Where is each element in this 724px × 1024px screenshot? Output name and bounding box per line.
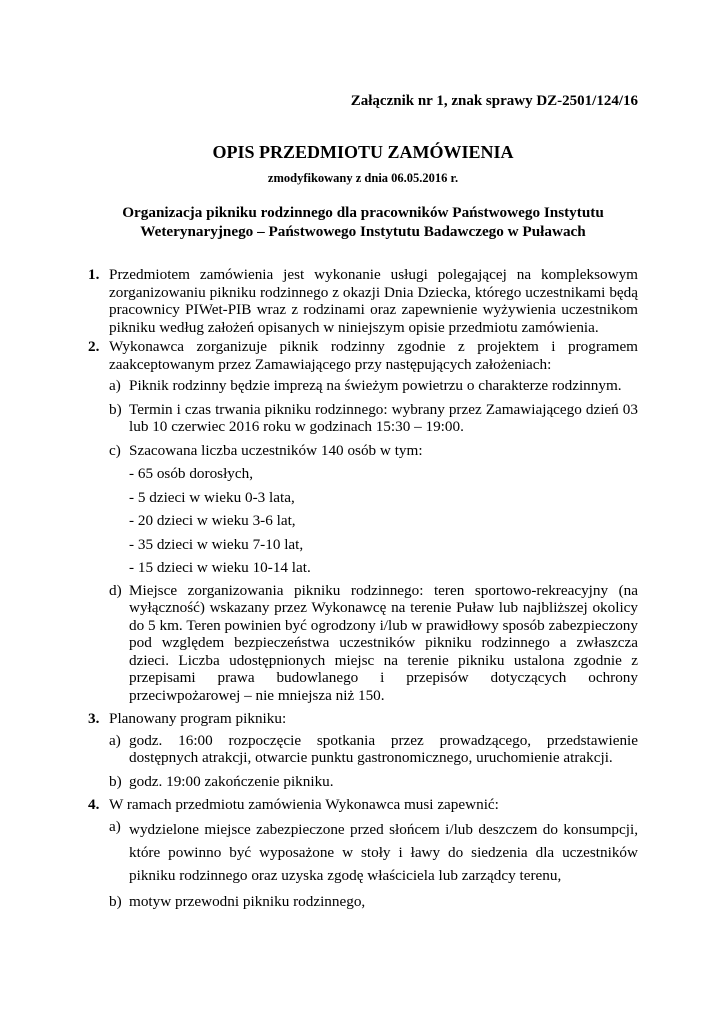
item-text: Planowany program pikniku: [109,710,287,727]
sub-item-2c [109,442,638,460]
sub-item-3b [109,773,638,791]
item-number: 3. [88,710,100,727]
sub-text: motyw przewodni pikniku rodzinnego, [129,892,366,910]
sub-letter: c) [109,441,121,459]
sub-item-3a [109,732,638,767]
list-item-2 [88,338,638,373]
item-text: Przedmiotem zamówienia jest wykonanie usługi polegającej na kompleksowym zorganizowaniu pikniku rodzinnego z okazji Dnia Dziecka, którego uczestnikami będą pracownicy PIWet-PIB wraz z rodzinami oraz zapewnienie wyżywienia uczestnikom pikniku według założeń opisanych w niniejszym opisie przedmiotu zamówienia. [109,266,638,336]
sub-letter: a) [109,731,121,749]
sub-text: godz. 16:00 rozpoczęcie spotkania przez prowadzącego, przedstawienie dostępnych atrakcji, otwarcie punktu gastronomicznego, uruchomienie atrakcji. [129,731,638,766]
participant-line: - 35 dzieci w wieku 7-10 lat, [129,535,304,553]
item-number: 4. [88,796,100,813]
document-subject [88,203,638,241]
participant-line: - 5 dzieci w wieku 0-3 lata, [129,488,295,506]
sub-text: Piknik rodzinny będzie imprezą na świeżym powietrzu o charakterze rodzinnym. [129,377,622,394]
item-text: Wykonawca zorganizuje piknik rodzinny zgodnie z projektem i programem zaakceptowanym przez Zamawiającego przy następujących założeniach: [109,338,638,373]
modification-date: zmodyfikowany z dnia 06.05.2016 r. [267,171,459,185]
list-item-1 [88,266,638,336]
sub-text: wydzielone miejsce zabezpieczone przed słońcem i/lub deszczem do konsumpcji, które powinno być wyposażone w stoły i ławy do siedzenia dla uczestników pikniku rodzinnego oraz uzyska zgodę właściciela lub zarządcy terenu, [129,820,638,884]
item-text: W ramach przedmiotu zamówienia Wykonawca musi zapewnić: [109,796,499,813]
subject-line-2: Weterynaryjnego – Państwowego Instytutu Badawczego w Puławach [140,223,586,240]
sub-letter: d) [109,581,122,599]
participant-line: - 20 dzieci w wieku 3-6 lat, [129,512,296,529]
sub-letter: b) [109,892,122,910]
sub-letter: a) [109,817,121,835]
document-title: OPIS PRZEDMIOTU ZAMÓWIENIA [212,142,514,162]
list-item-4 [88,796,638,814]
list-item-3 [88,710,638,728]
numbered-list [88,266,638,916]
sub-text: Termin i czas trwania pikniku rodzinnego: wybrany przez Zamawiającego dzień 03 lub 10 czerwiec 2016 roku w godzinach 15:30 – 19:00. [129,400,638,435]
sub-letter: b) [109,400,122,418]
attachment-reference: Załącznik nr 1, znak sprawy DZ-2501/124/16 [350,93,638,109]
sub-text: godz. 19:00 zakończenie pikniku. [129,772,334,790]
participant-line: - 15 dzieci w wieku 10-14 lat. [129,559,311,576]
participant-line: - 65 osób dorosłych, [129,465,254,482]
sub-letter: b) [109,772,122,790]
item-number: 2. [88,338,100,355]
sub-item-2d [109,582,638,705]
subject-line-1: Organizacja pikniku rodzinnego dla pracowników Państwowego Instytutu [122,204,604,221]
sub-item-4a [109,818,638,887]
sub-text: Miejsce zorganizowania pikniku rodzinnego: teren sportowo-rekreacyjny (na wyłączność) wskazany przez Wykonawcę na terenie Puław lub najbliższej okolicy do 5 km. Teren powinien być ogrodzony i/lub w prawidłowy sposób zabezpieczony pod względem bezpieczeństwa uczestników pikniku rodzinnego a zwłaszcza dzieci. Liczba udostępnionych miejsc na terenie pikniku ustalona zgodnie z przepisami prawa budowlanego i przepisów dotyczących ochrony przeciwpożarowej – nie mniejsza niż 150. [129,581,638,704]
sub-letter: a) [109,377,121,394]
sub-item-4b [109,893,638,911]
item-number: 1. [88,266,100,283]
sub-item-2a [109,377,638,395]
sub-text: Szacowana liczba uczestników 140 osób w tym: [129,441,423,459]
sub-item-2b [109,401,638,436]
